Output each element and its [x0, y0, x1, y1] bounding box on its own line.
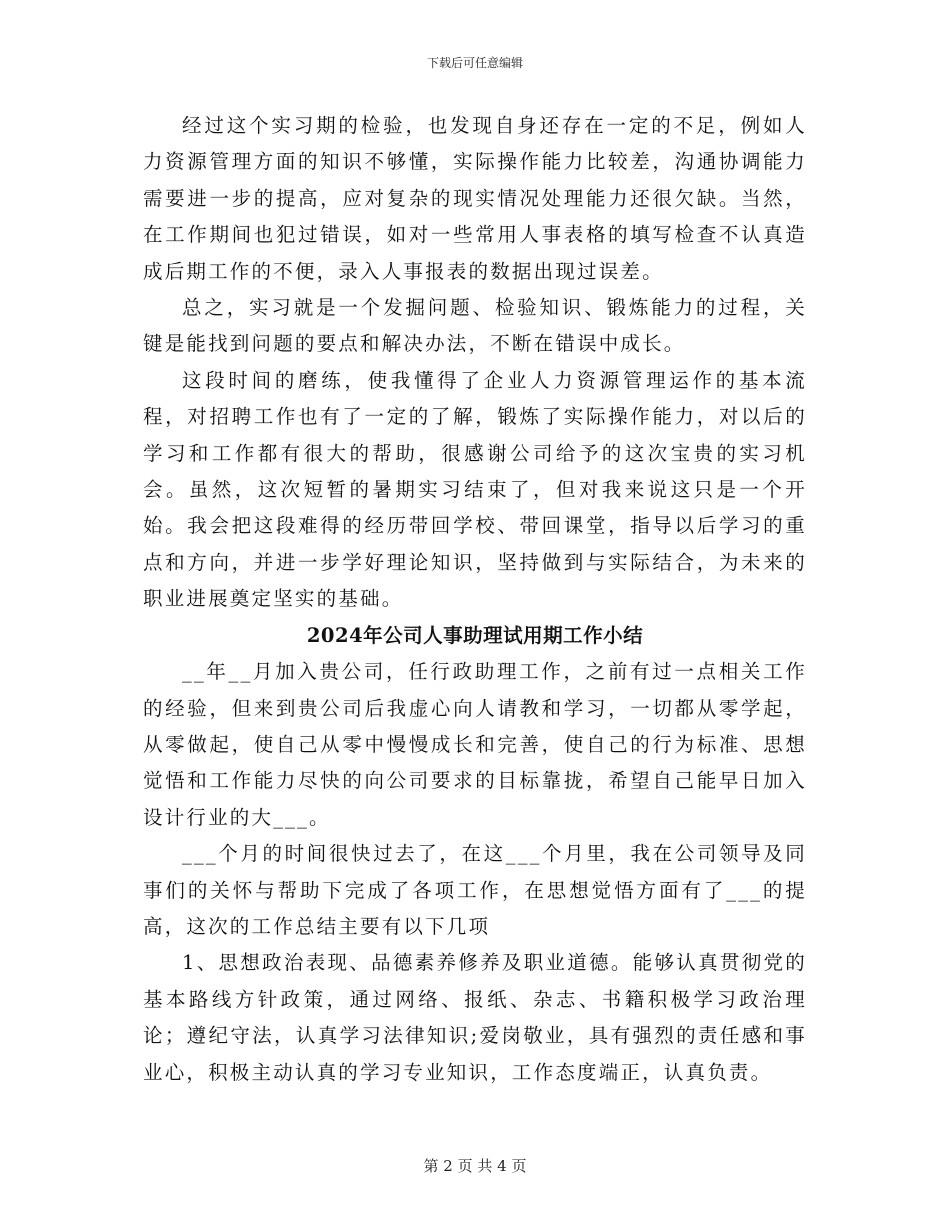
- body-paragraph: 总之，实习就是一个发掘问题、检验知识、锻炼能力的过程，关键是能找到问题的要点和解决办法，不断在错误中成长。: [143, 296, 807, 356]
- document-body: [143, 108, 807, 1091]
- body-paragraph: 1、思想政治表现、品德素养修养及职业道德。能够认真贯彻党的基本路线方针政策，通过网络、报纸、杂志、书籍积极学习政治理论；遵纪守法，认真学习法律知识;爱岗敬业，具有强烈的责任感和事业心，积极主动认真的学习专业知识，工作态度端正，认真负责。: [143, 951, 807, 1084]
- section-title: 2024年公司人事助理试用期工作小结: [306, 623, 644, 647]
- body-paragraph: 这段时间的磨练，使我懂得了企业人力资源管理运作的基本流程，对招聘工作也有了一定的了解，锻炼了实际操作能力，对以后的学习和工作都有很大的帮助，很感谢公司给予的这次宝贵的实习机会。虽然，这次短暂的暑期实习结束了，但对我来说这只是一个开始。我会把这段难得的经历带回学校、带回课堂，指导以后学习的重点和方向，并进一步学好理论知识，坚持做到与实际结合，为未来的职业进展奠定坚实的基础。: [143, 368, 807, 611]
- page-footer: 第 2 页 共 4 页: [423, 1157, 527, 1175]
- body-paragraph: ___个月的时间很快过去了，在这___个月里，我在公司领导及同事们的关怀与帮助下完成了各项工作，在思想觉悟方面有了___的提高，这次的工作总结主要有以下几项: [143, 842, 807, 938]
- page-header: 下载后可任意编辑: [426, 56, 523, 70]
- body-paragraph: 经过这个实习期的检验，也发现自身还存在一定的不足，例如人力资源管理方面的知识不够懂，实际操作能力比较差，沟通协调能力需要进一步的提高，应对复杂的现实情况处理能力还很欠缺。当然，在工作期间也犯过错误，如对一些常用人事表格的填写检查不认真造成后期工作的不便，录入人事报表的数据出现过误差。: [143, 114, 807, 283]
- body-paragraph: __年__月加入贵公司，任行政助理工作，之前有过一点相关工作的经验，但来到贵公司后我虚心向人请教和学习，一切都从零学起，从零做起，使自己从零中慢慢成长和完善，使自己的行为标准、思想觉悟和工作能力尽快的向公司要求的目标靠拢，希望自己能早日加入设计行业的大___。: [143, 660, 807, 829]
